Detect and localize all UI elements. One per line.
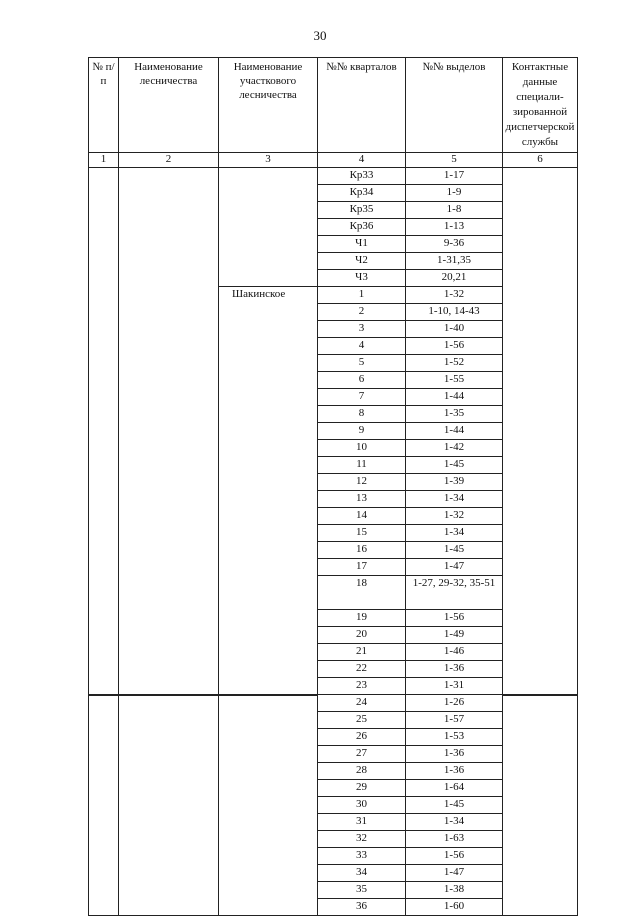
- vydel-cell: [406, 372, 503, 389]
- index-cell: 1: [89, 153, 119, 168]
- vydel-cell: [406, 576, 503, 610]
- vydel-value: 1-36: [443, 747, 465, 759]
- vydel-cell: [406, 236, 503, 253]
- kvartal-cell: 27: [318, 746, 406, 763]
- table-row: [89, 168, 578, 185]
- vydel-cell: [406, 525, 503, 542]
- header-row: [89, 58, 578, 153]
- kvartal-cell: 19: [318, 610, 406, 627]
- vydel-value: 1-45: [443, 458, 465, 470]
- vydel-cell: [406, 644, 503, 661]
- vydel-value: 1-36: [443, 662, 465, 674]
- kvartal-cell: 26: [318, 729, 406, 746]
- vydel-cell: [406, 168, 503, 185]
- vydel-cell: [406, 661, 503, 678]
- kvartal-cell: Кр36: [318, 219, 406, 236]
- vydel-value: 1-64: [443, 781, 465, 793]
- kvartal-cell: 2: [318, 304, 406, 321]
- kvartal-cell: 28: [318, 763, 406, 780]
- vydel-value: 1-46: [443, 645, 465, 657]
- vydel-cell: [406, 559, 503, 576]
- kvartal-cell: 9: [318, 423, 406, 440]
- vydel-value: 9-36: [443, 237, 465, 249]
- index-cell: 5: [406, 153, 503, 168]
- kvartal-cell: 8: [318, 406, 406, 423]
- vydel-cell: [406, 423, 503, 440]
- vydel-value: 1-42: [443, 441, 465, 453]
- vydel-value: 1-40: [443, 322, 465, 334]
- vydel-value: 1-9: [446, 186, 462, 198]
- vydel-cell: [406, 882, 503, 899]
- vydel-cell: [406, 338, 503, 355]
- header-lesnichestvo: Наименование лесничества: [119, 58, 219, 153]
- vydel-value: 1-60: [443, 900, 465, 912]
- vydel-cell: [406, 457, 503, 474]
- vydel-value: 1-63: [443, 832, 465, 844]
- row-number-cell: [89, 695, 119, 916]
- vydel-value: 1-52: [443, 356, 465, 368]
- vydel-value: 1-13: [443, 220, 465, 232]
- vydel-value: 1-39: [443, 475, 465, 487]
- kvartal-cell: 3: [318, 321, 406, 338]
- vydel-cell: [406, 542, 503, 559]
- index-cell: 2: [119, 153, 219, 168]
- vydel-value: 1-55: [443, 373, 465, 385]
- uchastkovoe-cell: [219, 695, 318, 916]
- vydel-value: 1-45: [443, 798, 465, 810]
- vydel-cell: [406, 185, 503, 202]
- kvartal-cell: 33: [318, 848, 406, 865]
- kvartal-cell: Кр34: [318, 185, 406, 202]
- kvartal-cell: 12: [318, 474, 406, 491]
- kvartal-cell: 13: [318, 491, 406, 508]
- header-kvartaly: №№ кварталов: [318, 58, 406, 153]
- kvartal-cell: 1: [318, 287, 406, 304]
- kvartal-cell: Ч2: [318, 253, 406, 270]
- kvartal-cell: Кр33: [318, 168, 406, 185]
- kvartal-cell: 36: [318, 899, 406, 916]
- kvartal-cell: 5: [318, 355, 406, 372]
- table-row: [89, 695, 578, 712]
- kvartal-cell: 22: [318, 661, 406, 678]
- kvartal-cell: 29: [318, 780, 406, 797]
- kvartal-cell: 25: [318, 712, 406, 729]
- vydel-value: 1-45: [443, 543, 465, 555]
- vydel-cell: [406, 746, 503, 763]
- vydel-cell: [406, 695, 503, 712]
- vydel-value: 20,21: [441, 271, 467, 283]
- vydel-cell: [406, 406, 503, 423]
- vydel-cell: [406, 865, 503, 882]
- header-vydely: №№ выделов: [406, 58, 503, 153]
- vydel-value: 1-56: [443, 849, 465, 861]
- vydel-value: 1-44: [443, 424, 465, 436]
- vydel-value: 1-32: [443, 509, 465, 521]
- vydel-cell: [406, 219, 503, 236]
- vydel-value: 1-8: [446, 203, 462, 215]
- lesnichestvo-cell: [119, 168, 219, 695]
- kvartal-cell: 17: [318, 559, 406, 576]
- forest-quarters-table: [88, 57, 578, 916]
- vydel-cell: [406, 763, 503, 780]
- uchastkovoe-cell: Шакинское: [219, 287, 318, 695]
- vydel-cell: [406, 814, 503, 831]
- kvartal-cell: 10: [318, 440, 406, 457]
- index-cell: 4: [318, 153, 406, 168]
- vydel-cell: [406, 355, 503, 372]
- vydel-cell: [406, 678, 503, 695]
- kvartal-cell: 16: [318, 542, 406, 559]
- vydel-value: 1-53: [443, 730, 465, 742]
- vydel-cell: [406, 304, 503, 321]
- vydel-cell: [406, 780, 503, 797]
- index-cell: 3: [219, 153, 318, 168]
- vydel-cell: [406, 321, 503, 338]
- kvartal-cell: 35: [318, 882, 406, 899]
- vydel-cell: [406, 899, 503, 916]
- row-number-cell: [89, 168, 119, 695]
- page-number: 30: [313, 28, 327, 43]
- vydel-value: 1-10, 14-43: [428, 305, 480, 317]
- vydel-value: 1-34: [443, 815, 465, 827]
- kvartal-cell: 32: [318, 831, 406, 848]
- vydel-value: 1-31,35: [437, 254, 471, 266]
- vydel-value: 1-27, 29-32, 35-51: [412, 577, 496, 589]
- vydel-cell: [406, 627, 503, 644]
- header-uchastkovoe: Наименование участкового лесничества: [219, 58, 318, 153]
- kvartal-cell: 4: [318, 338, 406, 355]
- kvartal-cell: 21: [318, 644, 406, 661]
- vydel-value: 1-56: [443, 339, 465, 351]
- kvartal-cell: 31: [318, 814, 406, 831]
- vydel-value: 1-34: [443, 526, 465, 538]
- vydel-value: 1-35: [443, 407, 465, 419]
- vydel-value: 1-47: [443, 866, 465, 878]
- vydel-value: 1-32: [443, 288, 465, 300]
- vydel-value: 1-49: [443, 628, 465, 640]
- header-num: № п/п: [89, 58, 119, 153]
- kvartal-cell: Кр35: [318, 202, 406, 219]
- vydel-cell: [406, 848, 503, 865]
- vydel-cell: [406, 287, 503, 304]
- kvartal-cell: 11: [318, 457, 406, 474]
- vydel-value: 1-31: [443, 679, 465, 691]
- kvartal-cell: 30: [318, 797, 406, 814]
- vydel-cell: [406, 202, 503, 219]
- vydel-cell: [406, 797, 503, 814]
- uchastkovoe-cell: [219, 168, 318, 287]
- index-cell: 6: [503, 153, 578, 168]
- kvartal-cell: 23: [318, 678, 406, 695]
- kvartal-cell: 7: [318, 389, 406, 406]
- vydel-value: 1-56: [443, 611, 465, 623]
- contacts-cell: [503, 695, 578, 916]
- contacts-cell: [503, 168, 578, 695]
- kvartal-cell: 20: [318, 627, 406, 644]
- vydel-value: 1-34: [443, 492, 465, 504]
- vydel-cell: [406, 270, 503, 287]
- vydel-value: 1-17: [443, 169, 465, 181]
- kvartal-cell: 24: [318, 695, 406, 712]
- vydel-value: 1-38: [443, 883, 465, 895]
- vydel-cell: [406, 440, 503, 457]
- vydel-value: 1-36: [443, 764, 465, 776]
- vydel-cell: [406, 389, 503, 406]
- kvartal-cell: Ч3: [318, 270, 406, 287]
- vydel-value: 1-47: [443, 560, 465, 572]
- vydel-cell: [406, 729, 503, 746]
- vydel-value: 1-26: [443, 696, 465, 708]
- vydel-cell: [406, 491, 503, 508]
- vydel-cell: [406, 253, 503, 270]
- vydel-cell: [406, 508, 503, 525]
- vydel-cell: [406, 610, 503, 627]
- vydel-value: 1-44: [443, 390, 465, 402]
- vydel-cell: [406, 831, 503, 848]
- header-contacts: Контактные данные специали-зированной диспетчерской службы: [503, 58, 578, 153]
- kvartal-cell: 6: [318, 372, 406, 389]
- kvartal-cell: 14: [318, 508, 406, 525]
- index-row: [89, 153, 578, 168]
- kvartal-cell: 34: [318, 865, 406, 882]
- kvartal-cell: Ч1: [318, 236, 406, 253]
- kvartal-cell: 15: [318, 525, 406, 542]
- kvartal-cell: 18: [318, 576, 406, 610]
- vydel-cell: [406, 712, 503, 729]
- vydel-value: 1-57: [443, 713, 465, 725]
- vydel-cell: [406, 474, 503, 491]
- lesnichestvo-cell: [119, 695, 219, 916]
